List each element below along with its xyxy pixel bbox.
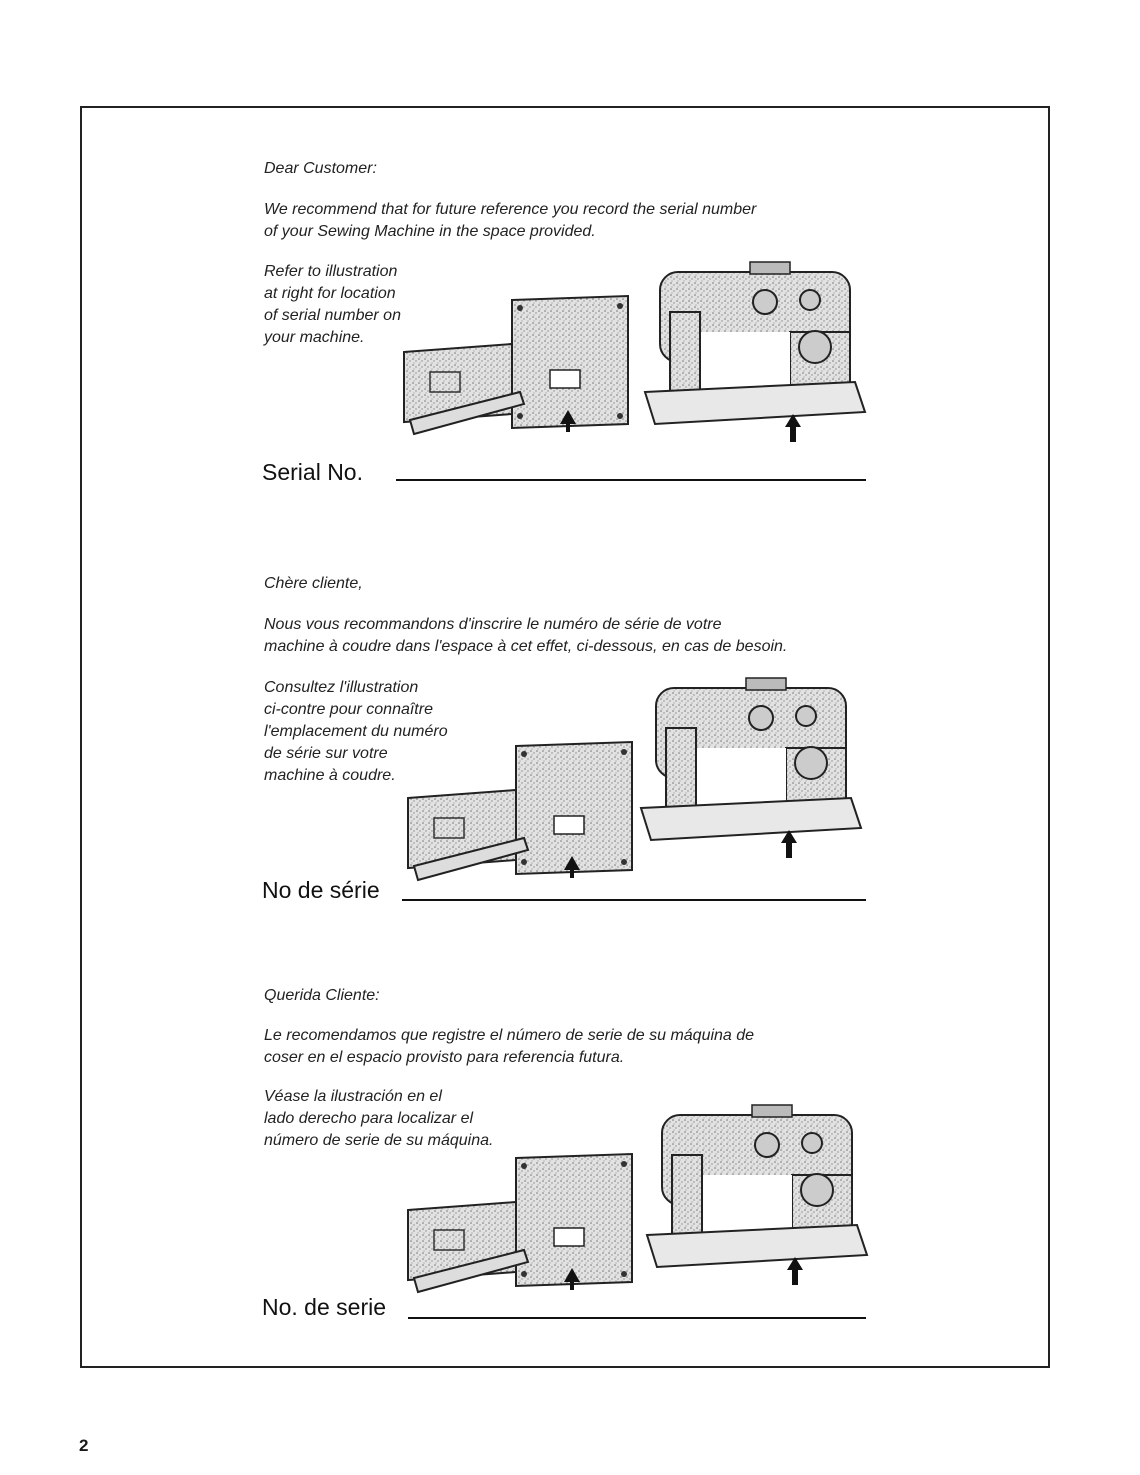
paragraph-fr xyxy=(264,614,849,658)
serial-label-es: No. de serie xyxy=(262,1294,387,1320)
refer-line: at right for location xyxy=(264,285,396,302)
paragraph-line: coser en el espacio provisto para referencia futura. xyxy=(264,1049,625,1066)
sewing-machine-illustration-en xyxy=(640,252,870,447)
greeting-es: Querida Cliente: xyxy=(264,987,380,1004)
refer-line: your machine. xyxy=(264,329,365,346)
refer-line: Refer to illustration xyxy=(264,263,398,280)
paragraph-line: We recommend that for future reference you record the serial number xyxy=(264,201,757,218)
refer-line: Véase la ilustración en el xyxy=(264,1088,442,1105)
machine-base-illustration-es xyxy=(404,1150,644,1300)
paragraph-es xyxy=(264,1025,849,1069)
serial-write-line-fr xyxy=(402,899,866,901)
serial-write-line-en xyxy=(396,479,866,481)
refer-text-es xyxy=(264,1086,493,1152)
refer-line: número de serie de su máquina. xyxy=(264,1132,494,1149)
serial-label-en: Serial No. xyxy=(262,459,363,485)
refer-line: de série sur votre xyxy=(264,745,388,762)
greeting-en: Dear Customer: xyxy=(264,160,377,177)
serial-write-line-es xyxy=(408,1317,866,1319)
sewing-machine-illustration-fr xyxy=(636,668,866,863)
paragraph-line: Le recomendamos que registre el número de serie de su máquina de xyxy=(264,1027,755,1044)
greeting-fr: Chère cliente, xyxy=(264,575,363,592)
refer-text-en xyxy=(264,261,401,349)
refer-line: machine à coudre. xyxy=(264,767,396,784)
refer-line: of serial number on xyxy=(264,307,401,324)
refer-line: Consultez l'illustration xyxy=(264,679,419,696)
refer-line: l'emplacement du numéro xyxy=(264,723,448,740)
machine-base-illustration-fr xyxy=(404,738,644,888)
serial-label-fr: No de série xyxy=(262,877,380,903)
paragraph-line: of your Sewing Machine in the space provided. xyxy=(264,223,596,240)
sewing-machine-illustration-es xyxy=(642,1095,872,1290)
paragraph-line: machine à coudre dans l'espace à cet effet, ci-dessous, en cas de besoin. xyxy=(264,638,788,655)
refer-line: lado derecho para localizar el xyxy=(264,1110,474,1127)
page-number: 2 xyxy=(79,1436,89,1455)
paragraph-line: Nous vous recommandons d'inscrire le numéro de série de votre xyxy=(264,616,722,633)
machine-base-illustration-en xyxy=(400,292,640,442)
paragraph-en xyxy=(264,199,849,243)
refer-line: ci-contre pour connaître xyxy=(264,701,433,718)
